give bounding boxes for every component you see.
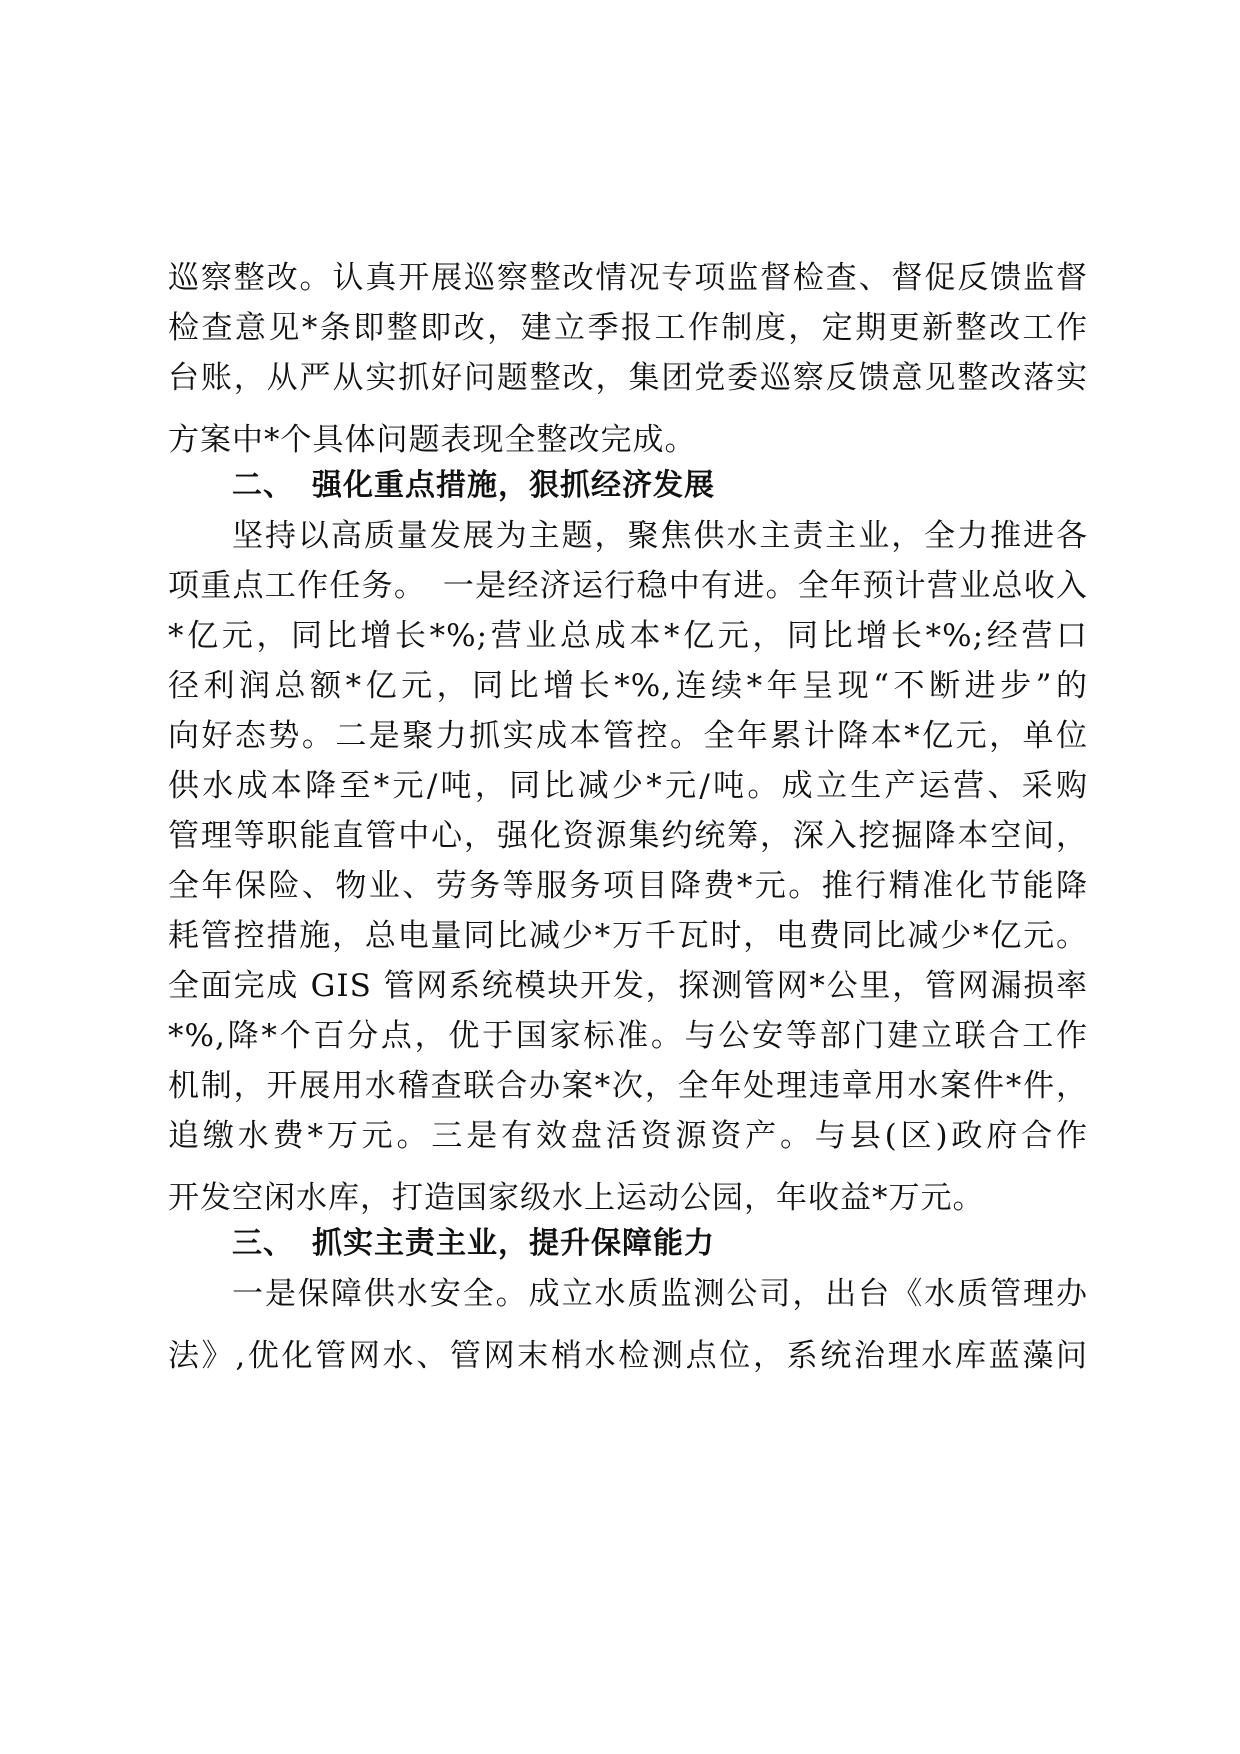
paragraph-line: 坚持以高质量发展为主题，聚焦供水主责主业，全力推进各 bbox=[232, 518, 1088, 554]
section-heading-2 bbox=[232, 464, 715, 508]
section-title: 强化重点措施，狠抓经济发展 bbox=[312, 468, 715, 503]
section-number: 三、 bbox=[232, 1226, 294, 1261]
paragraph-line: 供水成本降至*元/吨，同比减少*元/吨。成立生产运营、采购 bbox=[168, 768, 1088, 804]
section-number: 二、 bbox=[232, 468, 294, 503]
paragraph-line: *%,降*个百分点，优于国家标准。与公安等部门建立联合工作 bbox=[168, 1018, 1088, 1054]
paragraph-line: 一是保障供水安全。成立水质监测公司，出台《水质管理办 bbox=[232, 1276, 1088, 1312]
paragraph-line: 全年保险、物业、劳务等服务项目降费*元。推行精准化节能降 bbox=[168, 868, 1088, 904]
paragraph-line: 方案中*个具体问题表现全整改完成。 bbox=[168, 422, 697, 458]
paragraph-line: 台账，从严从实抓好问题整改，集团党委巡察反馈意见整改落实 bbox=[168, 360, 1088, 396]
paragraph-line: 向好态势。二是聚力抓实成本管控。全年累计降本*亿元，单位 bbox=[168, 718, 1088, 754]
paragraph-line: 巡察整改。认真开展巡察整改情况专项监督检查、督促反馈监督 bbox=[168, 260, 1088, 296]
section-title: 抓实主责主业，提升保障能力 bbox=[312, 1226, 715, 1261]
paragraph-line: 追缴水费*万元。三是有效盘活资源资产。与县(区)政府合作 bbox=[168, 1118, 1088, 1154]
paragraph-line: *亿元，同比增长*%;营业总成本*亿元，同比增长*%;经营口 bbox=[168, 618, 1088, 654]
paragraph-line: 开发空闲水库，打造国家级水上运动公园，年收益*万元。 bbox=[168, 1180, 985, 1216]
paragraph-line: 全面完成 GIS 管网系统模块开发，探测管网*公里，管网漏损率 bbox=[168, 968, 1088, 1004]
paragraph-line: 管理等职能直管中心，强化资源集约统筹，深入挖掘降本空间， bbox=[168, 818, 1088, 854]
paragraph-line: 径利润总额*亿元，同比增长*%,连续*年呈现“不断进步”的 bbox=[168, 668, 1088, 704]
paragraph-line: 机制，开展用水稽查联合办案*次，全年处理违章用水案件*件， bbox=[168, 1068, 1088, 1104]
paragraph-line: 检查意见*条即整即改，建立季报工作制度，定期更新整改工作 bbox=[168, 310, 1088, 346]
paragraph-line: 项重点工作任务。 一是经济运行稳中有进。全年预计营业总收入 bbox=[168, 568, 1088, 604]
paragraph-line: 耗管控措施，总电量同比减少*万千瓦时，电费同比减少*亿元。 bbox=[168, 918, 1088, 954]
paragraph-line: 法》,优化管网水、管网末梢水检测点位，系统治理水库蓝藻问 bbox=[168, 1338, 1088, 1374]
section-heading-3 bbox=[232, 1222, 715, 1266]
